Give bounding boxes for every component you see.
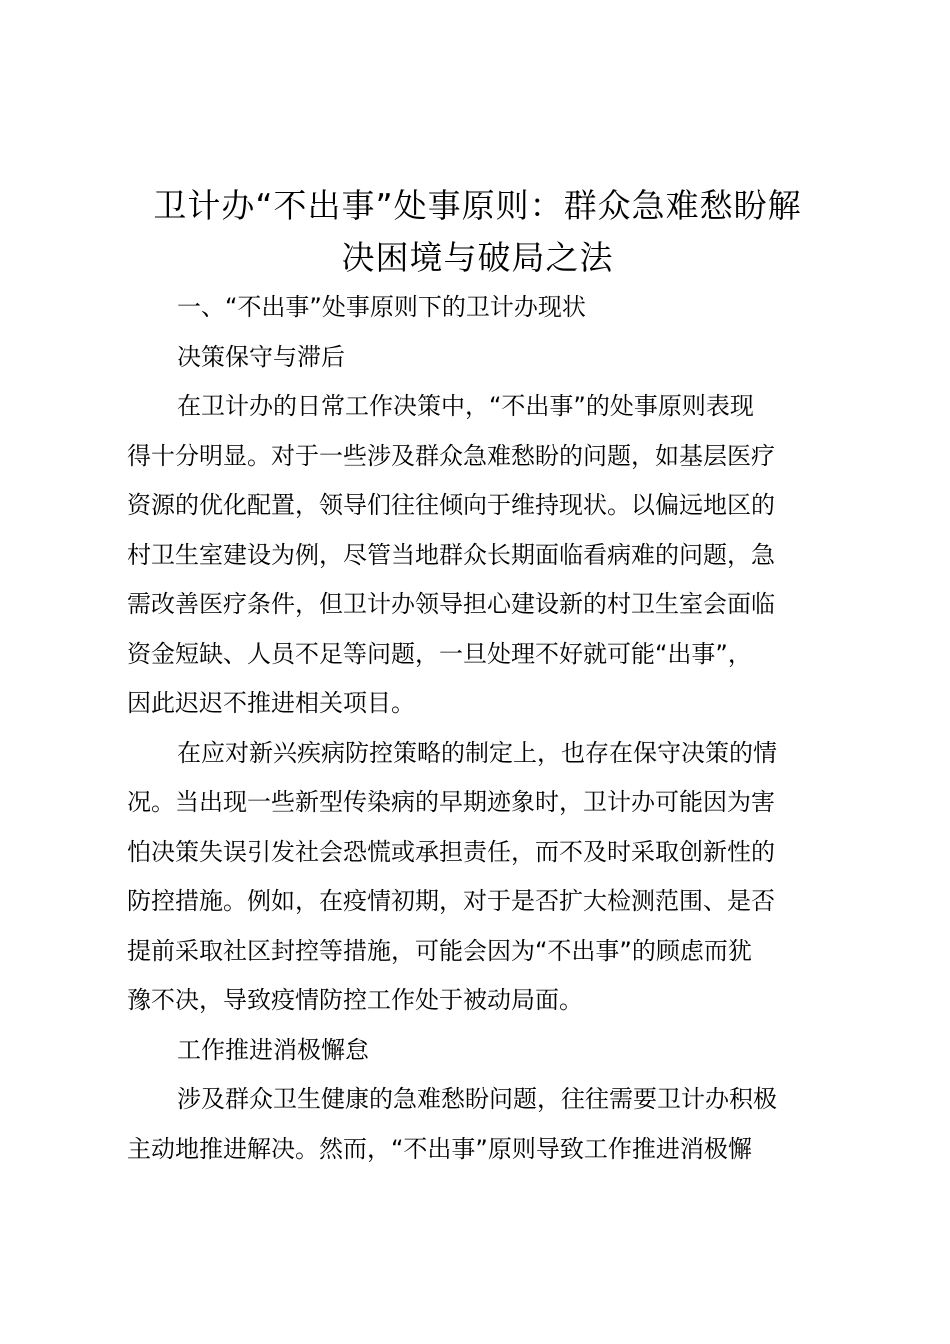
document-title	[120, 180, 835, 284]
paragraph-line: 提前采取社区封控等措施，可能会因为“不出事”的顾虑而犹	[127, 936, 752, 965]
subheading-work: 工作推进消极懈怠	[177, 1035, 369, 1064]
paragraph-line: 在卫计办的日常工作决策中，“不出事”的处事原则表现	[177, 392, 754, 420]
paragraph-1	[127, 382, 833, 729]
paragraph-line: 资金短缺、人员不足等问题，一旦处理不好就可能“出事”，	[127, 639, 752, 668]
paragraph-line: 村卫生室建设为例，尽管当地群众长期面临看病难的问题，急	[127, 540, 775, 569]
paragraph-line: 因此迟迟不推进相关项目。	[127, 689, 415, 717]
paragraph-line: 在应对新兴疾病防控策略的制定上，也存在保守决策的情	[177, 738, 777, 767]
title-line-1: 卫计办“不出事”处事原则：群众急难愁盼解	[153, 186, 802, 225]
paragraph-line: 需改善医疗条件，但卫计办领导担心建设新的村卫生室会面临	[127, 590, 775, 618]
paragraph-line: 怕决策失误引发社会恐慌或承担责任，而不及时采取创新性的	[127, 837, 775, 866]
paragraph-line: 资源的优化配置，领导们往往倾向于维持现状。以偏远地区的	[127, 491, 775, 519]
section-heading: 一、“不出事”处事原则下的卫计办现状	[177, 293, 586, 321]
paragraph-line: 主动地推进解决。然而，“不出事”原则导致工作推进消极懈	[127, 1134, 752, 1163]
paragraph-line: 涉及群众卫生健康的急难愁盼问题，往往需要卫计办积极	[177, 1085, 777, 1113]
paragraph-line: 况。当出现一些新型传染病的早期迹象时，卫计办可能因为害	[127, 788, 775, 816]
paragraph-line: 防控措施。例如，在疫情初期，对于是否扩大检测范围、是否	[127, 887, 775, 915]
paragraph-2	[127, 729, 833, 1026]
document-body	[127, 283, 833, 1174]
paragraph-line: 豫不决，导致疫情防控工作处于被动局面。	[127, 986, 583, 1014]
paragraph-line: 得十分明显。对于一些涉及群众急难愁盼的问题，如基层医疗	[127, 441, 775, 470]
title-line-2: 决困境与破局之法	[341, 238, 614, 277]
subheading-decision: 决策保守与滞后	[177, 342, 345, 371]
paragraph-3	[127, 1075, 833, 1174]
